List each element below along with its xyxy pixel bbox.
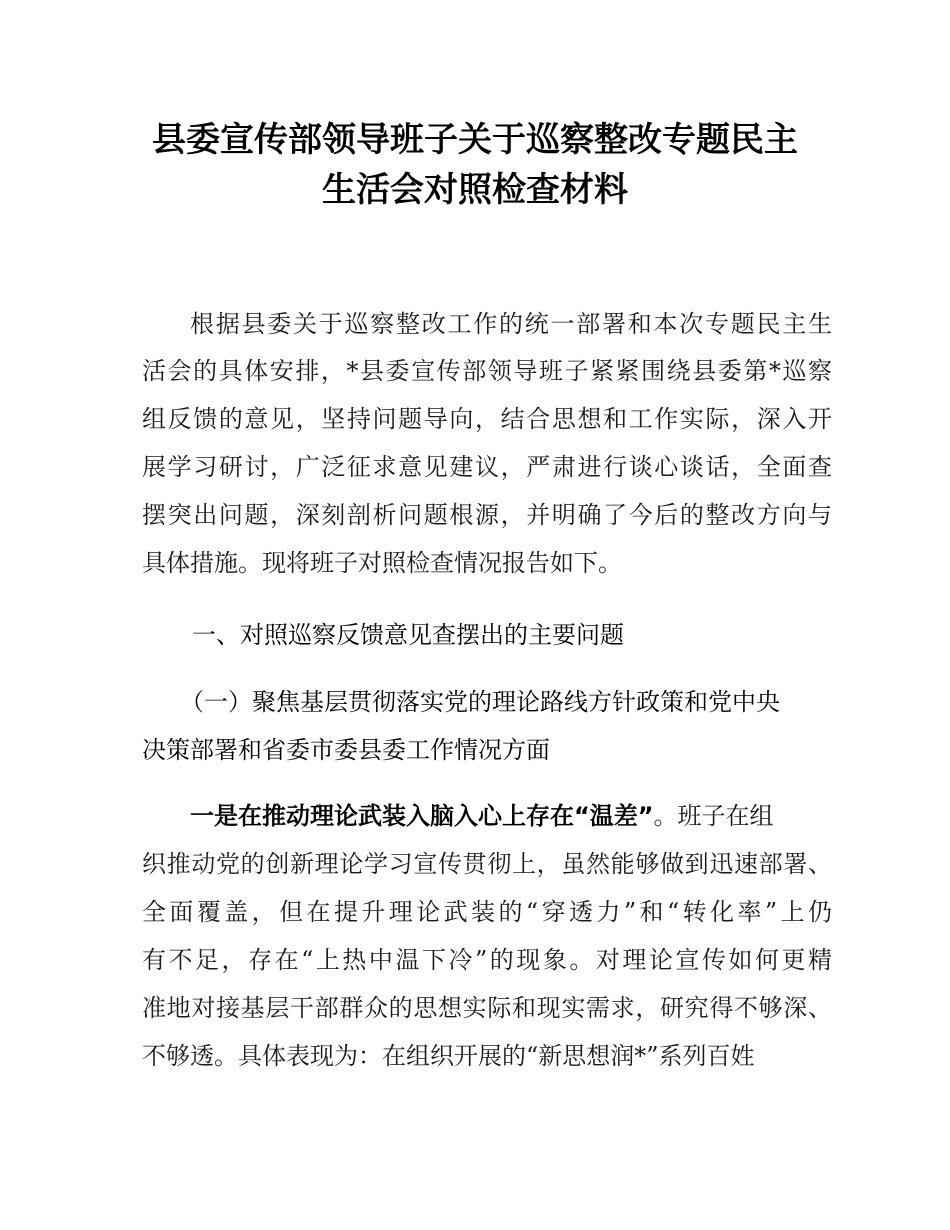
document-title-line-1: 县委宣传部领导班子关于巡察整改专题民主 (152, 120, 798, 160)
point-1-line: 有不足，存在“上热中温下冷”的现象。对理论宣传如何更精 (142, 946, 832, 974)
point-1-lead-tail: 。班子在组 (653, 802, 774, 830)
section-heading-1: 一、对照巡察反馈意见查摆出的主要问题 (192, 621, 624, 649)
point-1-lead: 一是在推动理论武装入脑入心上存在“温差” (190, 802, 654, 830)
point-1-line: 不够透。具体表现为：在组织开展的“新思想润*”系列百姓 (142, 1042, 755, 1070)
intro-paragraph-line: 展学习研讨，广泛征求意见建议，严肃进行谈心谈话，全面查 (142, 453, 832, 481)
point-1-line: 全面覆盖，但在提升理论武装的“穿透力”和“转化率”上仍 (142, 898, 832, 926)
intro-paragraph-line: 组反馈的意见，坚持问题导向，结合思想和工作实际，深入开 (142, 405, 832, 433)
intro-paragraph-line: 根据县委关于巡察整改工作的统一部署和本次专题民主生 (190, 310, 832, 338)
document-title-line-2: 生活会对照检查材料 (322, 170, 628, 210)
intro-paragraph-line: 具体措施。现将班子对照检查情况报告如下。 (142, 549, 622, 577)
point-1-first-line (190, 800, 832, 832)
intro-paragraph-line: 活会的具体安排，*县委宣传部领导班子紧紧围绕县委第*巡察 (142, 357, 832, 385)
point-1-line: 织推动党的创新理论学习宣传贯彻上，虽然能够做到迅速部署、 (142, 850, 832, 878)
intro-paragraph-line: 摆突出问题，深刻剖析问题根源，并明确了今后的整改方向与 (142, 501, 832, 529)
subsection-heading-line-2: 决策部署和省委市委县委工作情况方面 (142, 736, 550, 764)
subsection-heading-line-1: （一）聚焦基层贯彻落实党的理论路线方针政策和党中央 (180, 688, 780, 716)
point-1-line: 准地对接基层干部群众的思想实际和现实需求，研究得不够深、 (142, 994, 832, 1022)
